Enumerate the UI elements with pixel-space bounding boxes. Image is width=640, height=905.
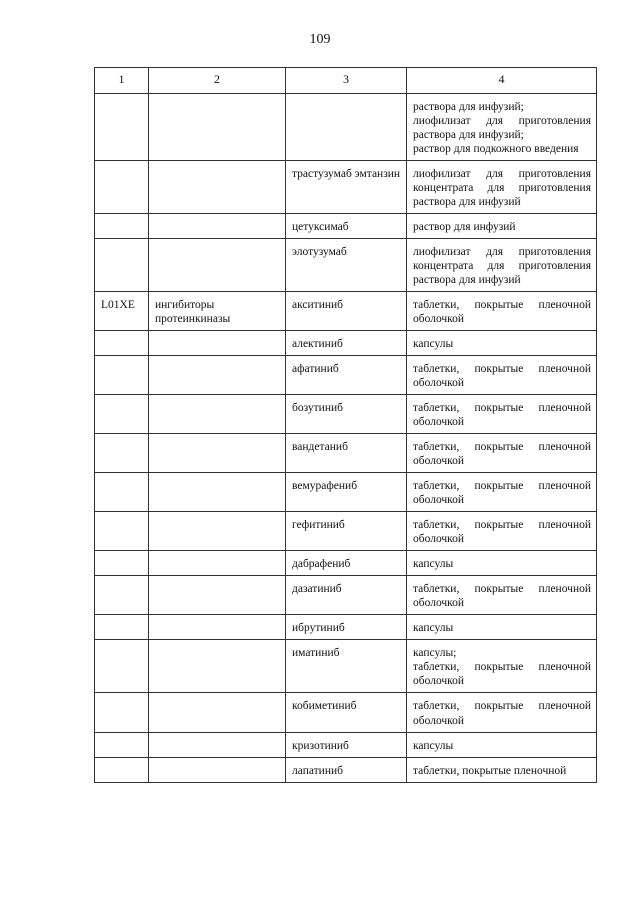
- atc-code-cell: [95, 757, 149, 782]
- drug-name-cell: лапатиниб: [286, 757, 407, 782]
- atc-code-cell: [95, 434, 149, 473]
- table-row: [95, 395, 597, 434]
- dosage-form: таблетки, покрытые пленочной оболочкой: [413, 519, 591, 546]
- atc-group-cell: [149, 576, 286, 615]
- dosage-forms-cell: [407, 94, 597, 161]
- atc-group-cell: [149, 473, 286, 512]
- drug-name-cell: афатиниб: [286, 356, 407, 395]
- dosage-form: таблетки, покрытые пленочной оболочкой: [413, 480, 591, 507]
- table-row: [95, 640, 597, 693]
- atc-code-cell: [95, 640, 149, 693]
- table-header-row: [95, 68, 597, 94]
- dosage-form: раствор для инфузий: [413, 221, 516, 234]
- drug-name-cell: трастузумаб эмтанзин: [286, 161, 407, 214]
- table-row: [95, 757, 597, 782]
- atc-group-cell: [149, 551, 286, 576]
- atc-group-cell: [149, 732, 286, 757]
- column-header-2: 2: [149, 68, 286, 94]
- drug-name-cell: вемурафениб: [286, 473, 407, 512]
- table-row: [95, 239, 597, 292]
- drug-name-cell: кобиметиниб: [286, 693, 407, 732]
- dosage-forms-cell: [407, 757, 597, 782]
- dosage-forms-cell: [407, 395, 597, 434]
- dosage-forms-cell: [407, 640, 597, 693]
- atc-code-cell: [95, 512, 149, 551]
- page-number: 109: [309, 32, 331, 47]
- dosage-form: капсулы;: [413, 647, 457, 660]
- dosage-form: таблетки, покрытые пленочной оболочкой: [413, 299, 591, 326]
- dosage-form: таблетки, покрытые пленочной оболочкой: [413, 583, 591, 610]
- atc-code-cell: [95, 94, 149, 161]
- drug-name-cell: иматиниб: [286, 640, 407, 693]
- dosage-forms-cell: [407, 693, 597, 732]
- dosage-form: таблетки, покрытые пленочной оболочкой: [413, 700, 591, 727]
- drug-name-cell: вандетаниб: [286, 434, 407, 473]
- drug-name-cell: бозутиниб: [286, 395, 407, 434]
- dosage-form: капсулы: [413, 558, 454, 571]
- atc-code-cell: [95, 356, 149, 395]
- dosage-forms-cell: [407, 331, 597, 356]
- table-row: [95, 331, 597, 356]
- atc-code-cell: [95, 214, 149, 239]
- atc-group-cell: [149, 356, 286, 395]
- atc-group-cell: [149, 434, 286, 473]
- atc-group-cell: ингибиторы протеинкиназы: [149, 292, 286, 331]
- table-row: [95, 693, 597, 732]
- dosage-forms-cell: [407, 732, 597, 757]
- table-row: [95, 161, 597, 214]
- atc-code-cell: [95, 473, 149, 512]
- table-row: [95, 576, 597, 615]
- drug-name-cell: алектиниб: [286, 331, 407, 356]
- column-header-4: 4: [407, 68, 597, 94]
- table-row: [95, 615, 597, 640]
- atc-code-cell: [95, 239, 149, 292]
- dosage-forms-cell: [407, 356, 597, 395]
- dosage-form: таблетки, покрытые пленочной оболочкой: [413, 363, 591, 390]
- dosage-forms-cell: [407, 551, 597, 576]
- table-row: [95, 732, 597, 757]
- atc-code-cell: [95, 576, 149, 615]
- column-header-3: 3: [286, 68, 407, 94]
- drug-name-cell: дазатиниб: [286, 576, 407, 615]
- drug-name-cell: цетуксимаб: [286, 214, 407, 239]
- drug-name-cell: кризотиниб: [286, 732, 407, 757]
- atc-group-cell: [149, 693, 286, 732]
- atc-group-cell: [149, 214, 286, 239]
- atc-code-cell: [95, 732, 149, 757]
- dosage-forms-cell: [407, 214, 597, 239]
- dosage-form: таблетки, покрытые пленочной оболочкой: [413, 402, 591, 429]
- dosage-forms-cell: [407, 473, 597, 512]
- dosage-form: таблетки, покрытые пленочной оболочкой: [413, 441, 591, 468]
- atc-code-cell: [95, 615, 149, 640]
- table-row: [95, 292, 597, 331]
- dosage-form: лиофилизат для приготовления концентрата для приготовления раствора для инфузий: [413, 168, 591, 209]
- drug-name-cell: элотузумаб: [286, 239, 407, 292]
- atc-group-cell: [149, 512, 286, 551]
- dosage-form: лиофилизат для приготовления концентрата для приготовления раствора для инфузий: [413, 246, 591, 287]
- dosage-forms-cell: [407, 512, 597, 551]
- drug-name-cell: гефитиниб: [286, 512, 407, 551]
- atc-code-cell: [95, 693, 149, 732]
- table-row: [95, 512, 597, 551]
- table-row: [95, 551, 597, 576]
- atc-code-cell: L01XE: [95, 292, 149, 331]
- dosage-form: капсулы: [413, 338, 454, 351]
- dosage-forms-cell: [407, 239, 597, 292]
- atc-group-cell: [149, 331, 286, 356]
- atc-code-cell: [95, 331, 149, 356]
- table-row: [95, 94, 597, 161]
- table-body: [95, 94, 597, 783]
- dosage-forms-cell: [407, 292, 597, 331]
- table-row: [95, 434, 597, 473]
- atc-group-cell: [149, 757, 286, 782]
- drug-table: [94, 67, 597, 783]
- dosage-forms-cell: [407, 576, 597, 615]
- atc-code-cell: [95, 161, 149, 214]
- dosage-form: раствор для подкожного введения: [413, 143, 579, 156]
- atc-group-cell: [149, 395, 286, 434]
- dosage-form: капсулы: [413, 739, 454, 752]
- atc-group-cell: [149, 94, 286, 161]
- dosage-forms-cell: [407, 434, 597, 473]
- atc-group-cell: [149, 640, 286, 693]
- dosage-form: таблетки, покрытые пленочной: [413, 764, 567, 777]
- atc-code-cell: [95, 551, 149, 576]
- atc-group-cell: [149, 161, 286, 214]
- dosage-form: таблетки, покрытые пленочной оболочкой: [413, 661, 591, 688]
- atc-group-cell: [149, 615, 286, 640]
- table-row: [95, 356, 597, 395]
- drug-name-cell: акситиниб: [286, 292, 407, 331]
- drug-name-cell: ибрутиниб: [286, 615, 407, 640]
- drug-name-cell: [286, 94, 407, 161]
- dosage-form: раствора для инфузий;: [413, 101, 524, 113]
- table-row: [95, 473, 597, 512]
- atc-code-cell: [95, 395, 149, 434]
- table-row: [95, 214, 597, 239]
- atc-group-cell: [149, 239, 286, 292]
- dosage-form: лиофилизат для приготовления раствора для инфузий;: [413, 115, 591, 142]
- drug-name-cell: дабрафениб: [286, 551, 407, 576]
- dosage-forms-cell: [407, 161, 597, 214]
- dosage-form: капсулы: [413, 622, 454, 635]
- dosage-forms-cell: [407, 615, 597, 640]
- column-header-1: 1: [95, 68, 149, 94]
